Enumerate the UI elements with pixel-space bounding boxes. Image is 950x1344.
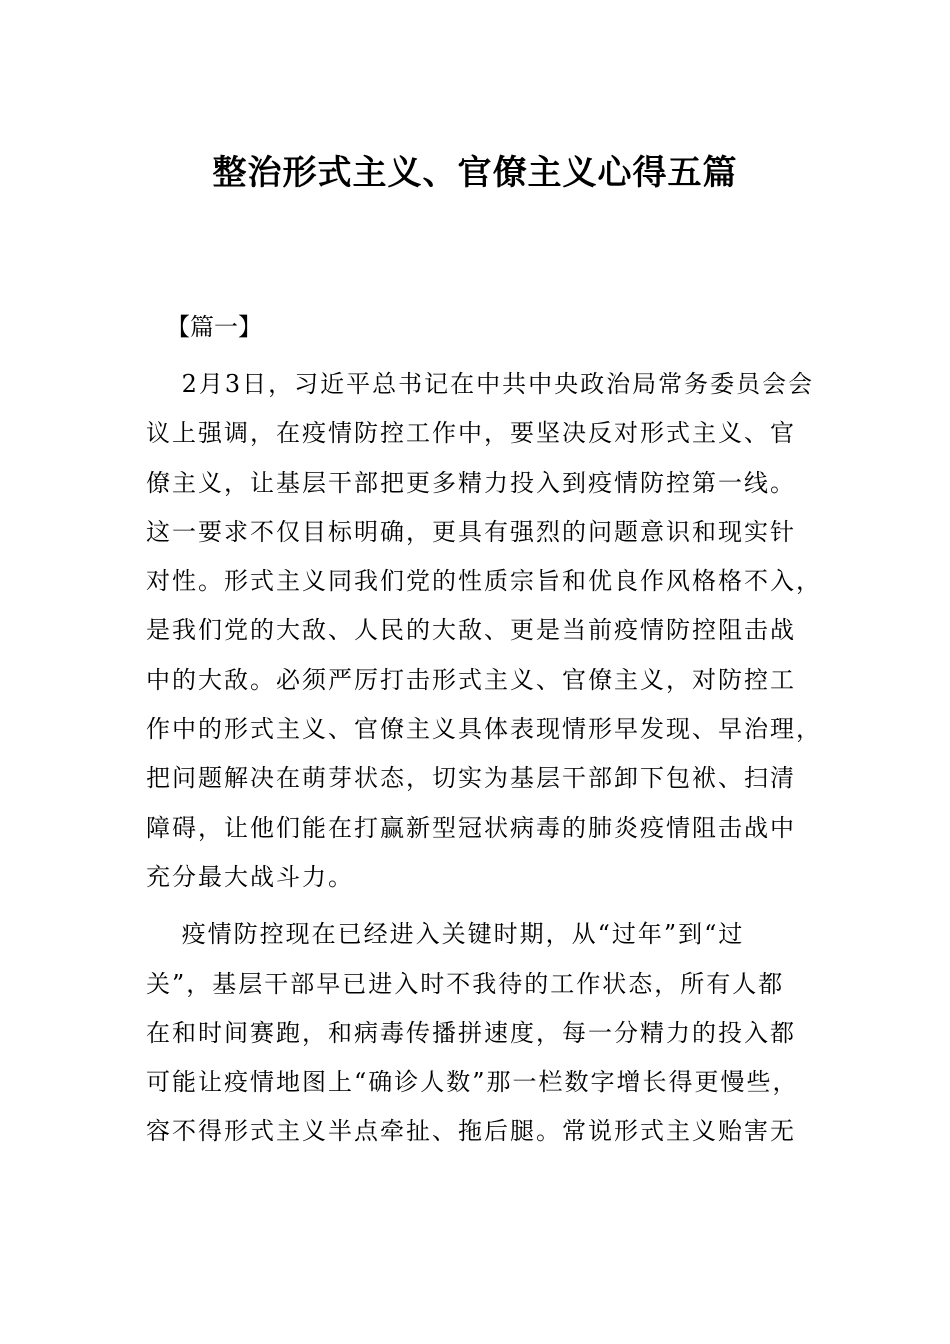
paragraph-spacer	[146, 906, 806, 914]
document-body	[146, 364, 822, 1161]
text-line: 中的大敌。必须严厉打击形式主义、官僚主义，对防控工	[146, 665, 796, 694]
text-line: 2月3日，习近平总书记在中共中央政治局常务委员会会	[146, 370, 815, 398]
text-line: 议上强调，在疫情防控工作中，要坚决反对形式主义、官	[146, 419, 796, 448]
text-line: 这一要求不仅目标明确，更具有强烈的问题意识和现实针	[146, 517, 796, 546]
text-line: 对性。形式主义同我们党的性质宗旨和优良作风格格不入，	[146, 567, 822, 596]
text-line: 在和时间赛跑，和病毒传播拼速度，每一分精力的投入都	[146, 1018, 796, 1047]
text-line: 障碍，让他们能在打赢新型冠状病毒的肺炎疫情阻击战中	[146, 813, 796, 842]
text-line: 可能让疫情地图上“确诊人数”那一栏数字增长得更慢些，	[146, 1068, 799, 1097]
text-line: 关”，基层干部早已进入时不我待的工作状态，所有人都	[146, 969, 785, 998]
text-line: 是我们党的大敌、人民的大敌、更是当前疫情防控阻击战	[146, 616, 796, 645]
text-line: 僚主义，让基层干部把更多精力投入到疫情防控第一线。	[146, 468, 796, 497]
paragraph-1	[146, 364, 822, 906]
paragraph-2	[146, 914, 806, 1160]
text-line: 把问题解决在萌芽状态，切实为基层干部卸下包袱、扫清	[146, 764, 796, 793]
section-label: 【篇一】	[166, 313, 262, 341]
document-title: 整治形式主义、官僚主义心得五篇	[212, 153, 738, 193]
text-line: 作中的形式主义、官僚主义具体表现情形早发现、早治理，	[146, 715, 822, 744]
text-line: 充分最大战斗力。	[146, 862, 354, 891]
text-line: 容不得形式主义半点牵扯、拖后腿。常说形式主义贻害无	[146, 1117, 796, 1146]
text-line: 疫情防控现在已经进入关键时期，从“过年”到“过	[146, 920, 745, 949]
